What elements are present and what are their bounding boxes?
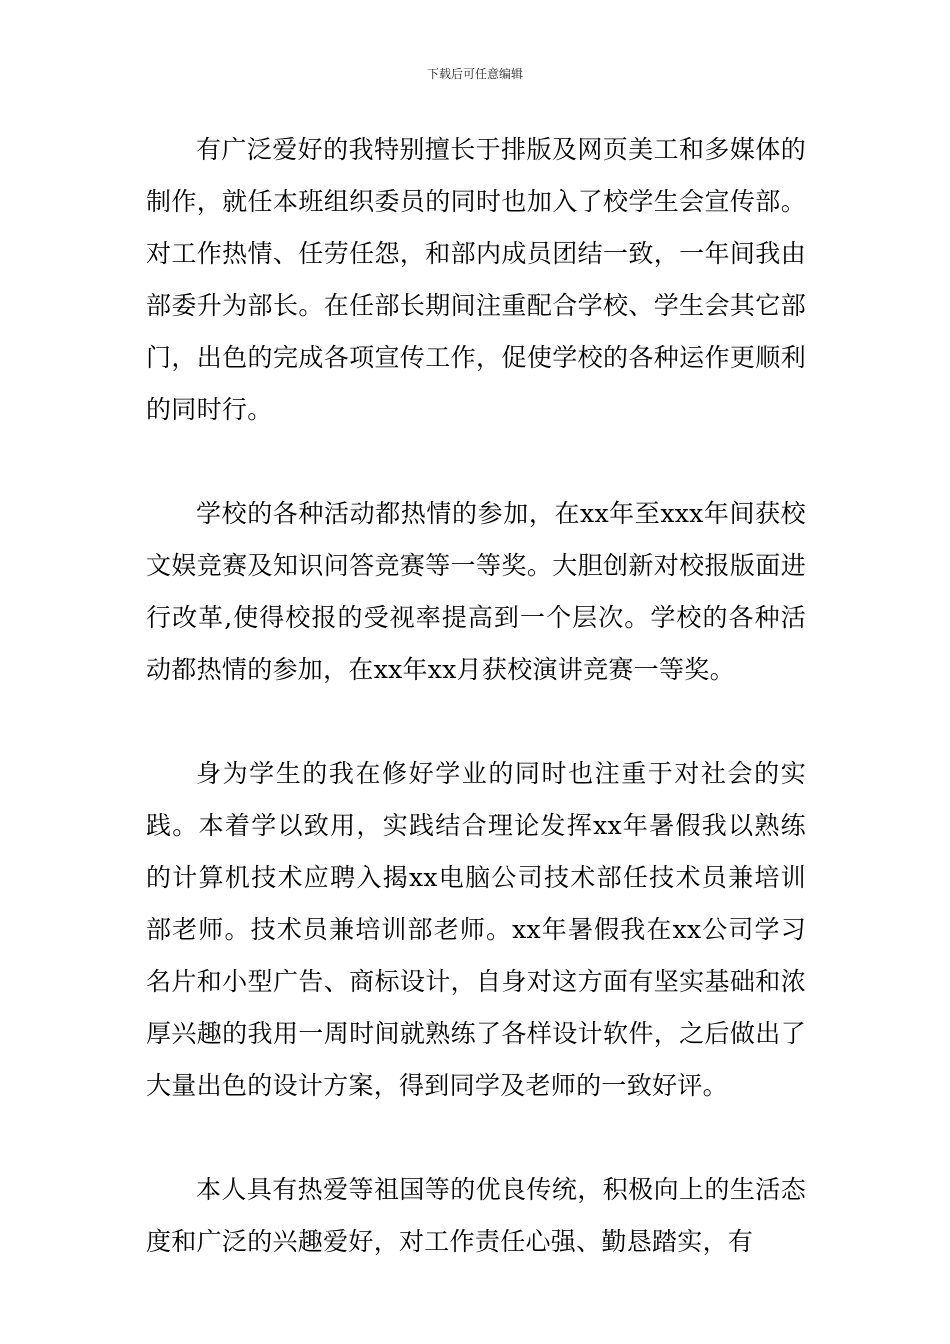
paragraph-3: 身为学生的我在修好学业的同时也注重于对社会的实践。本着学以致用，实践结合理论发挥xx年暑假我以熟练的计算机技术应聘入揭xx电脑公司技术部任技术员兼培训部老师。技术员兼培训部老师。xx年暑假我在xx公司学习名片和小型广告、商标设计，自身对这方面有坚实基础和浓厚兴趣的我用一周时间就熟练了各样设计软件，之后做出了大量出色的设计方案，得到同学及老师的一致好评。 — [146, 759, 806, 1100]
document-body — [146, 124, 806, 1268]
paragraph-2: 学校的各种活动都热情的参加，在xx年至xxx年间获校文娱竞赛及知识问答竞赛等一等奖。大胆创新对校报版面进行改革,使得校报的受视率提高到一个层次。学校的各种活动都热情的参加，在xx年xx月获校演讲竞赛一等奖。 — [146, 499, 806, 684]
paragraph-1: 有广泛爱好的我特别擅长于排版及网页美工和多媒体的制作，就任本班组织委员的同时也加入了校学生会宣传部。对工作热情、任劳任怨，和部内成员团结一致，一年间我由部委升为部长。在任部长期间注重配合学校、学生会其它部门，出色的完成各项宣传工作，促使学校的各种运作更顺利的同时行。 — [146, 135, 806, 424]
paragraph-4: 本人具有热爱等祖国等的优良传统，积极向上的生活态度和广泛的兴趣爱好，对工作责任心强、勤恳踏实，有 — [146, 1175, 806, 1256]
page-header: 下载后可任意编辑 — [426, 67, 523, 81]
